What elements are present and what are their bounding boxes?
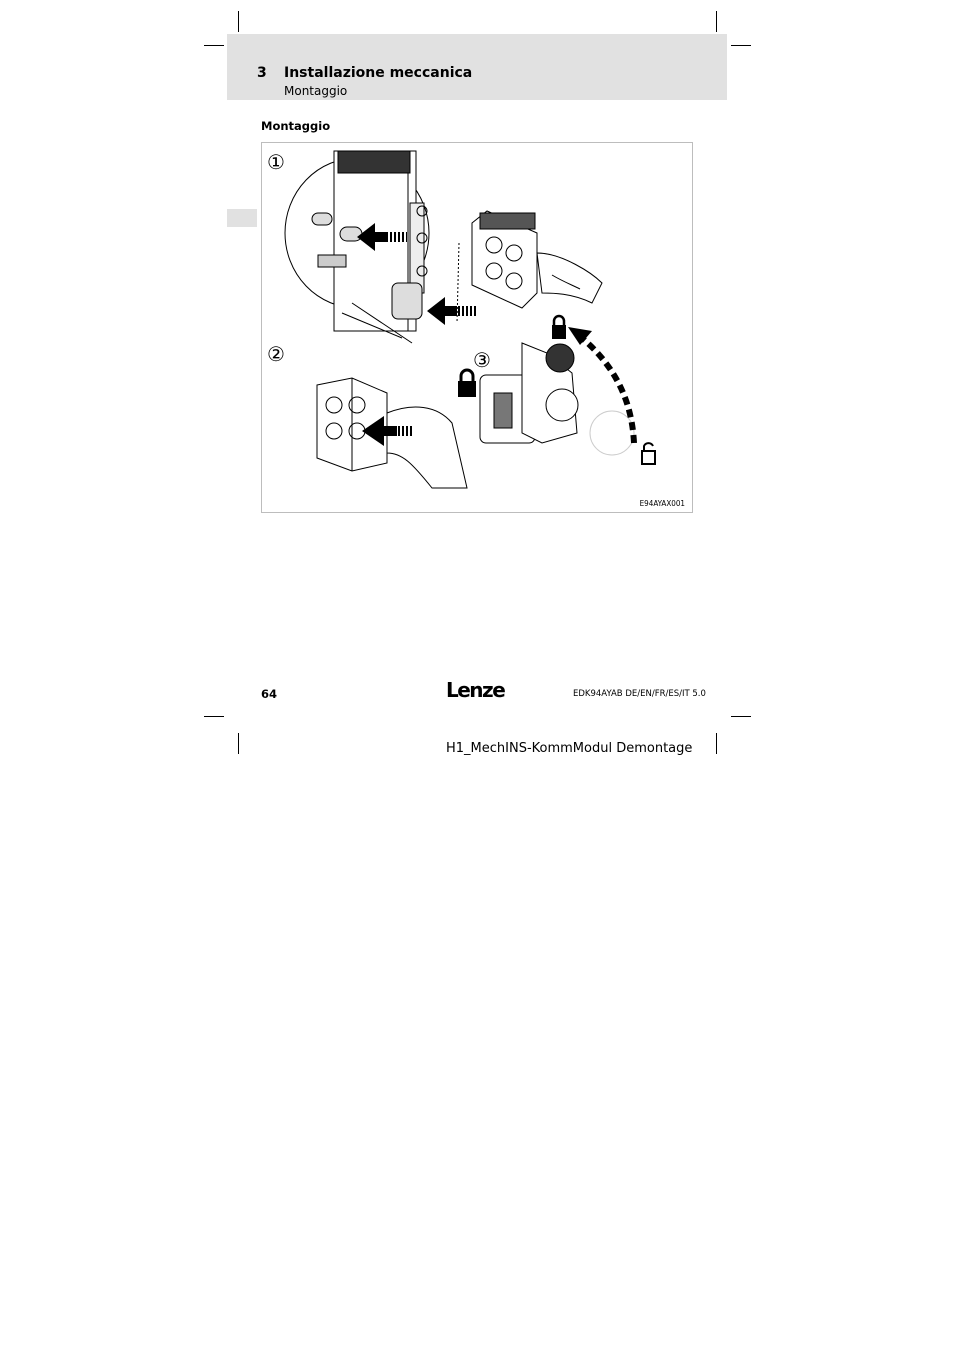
- step3-illustration: [480, 343, 634, 455]
- page-number: 64: [261, 687, 278, 701]
- crop-mark: [238, 733, 239, 754]
- lock-closed-icon: [552, 316, 566, 339]
- crop-mark: [731, 716, 751, 717]
- crop-mark: [731, 45, 751, 46]
- crop-mark: [716, 733, 717, 754]
- section-title: Montaggio: [261, 119, 331, 133]
- figure-code: E94AYAX001: [639, 499, 685, 508]
- comm-module: [472, 211, 602, 308]
- side-thumb-tab: [227, 209, 257, 227]
- chapter-title: Installazione meccanica: [284, 65, 473, 81]
- lock-closed-icon: [458, 370, 476, 397]
- svg-text:③: ③: [473, 348, 491, 372]
- chapter-number: 3: [257, 65, 267, 81]
- document-code: EDK94AYAB DE/EN/FR/ES/IT 5.0: [573, 689, 706, 699]
- brand-logo: Lenze: [446, 678, 505, 702]
- crop-mark: [716, 11, 717, 32]
- slug-line: H1_MechINS-KommModul Demontage: [446, 741, 693, 756]
- step1-illustration: [285, 151, 429, 343]
- mounting-illustration: [262, 143, 694, 514]
- svg-text:①: ①: [267, 150, 285, 174]
- crop-mark: [238, 11, 239, 32]
- lock-open-icon: [642, 443, 655, 464]
- step2-illustration: [317, 378, 467, 488]
- mounting-figure: [261, 142, 693, 513]
- crop-mark: [204, 45, 224, 46]
- chapter-subtitle: Montaggio: [284, 84, 348, 98]
- crop-mark: [204, 716, 224, 717]
- svg-text:②: ②: [267, 342, 285, 366]
